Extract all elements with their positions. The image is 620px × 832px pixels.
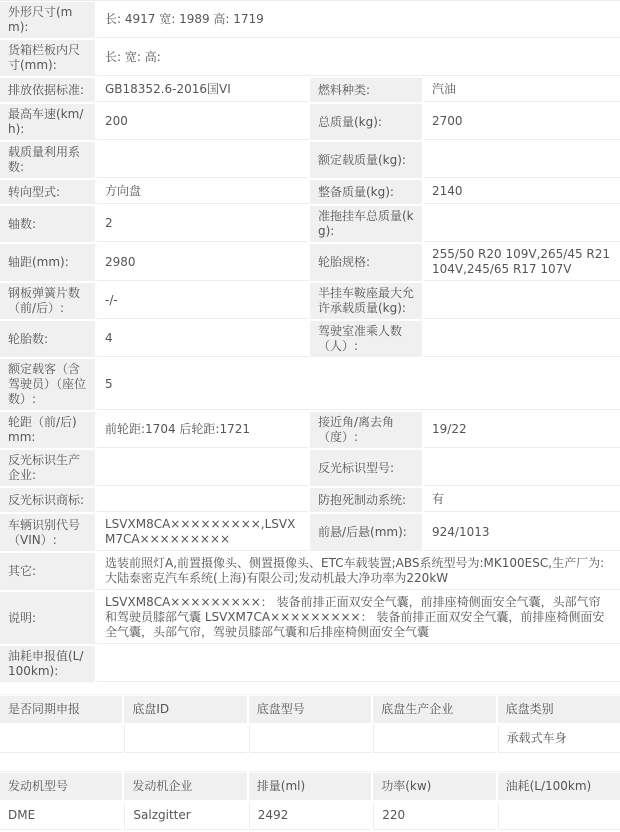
spec-value [97,142,308,178]
spec-value [424,142,620,178]
spec-label: 油耗申报值(L/100km): [0,646,95,682]
spec-row-seats [0,359,620,410]
spec-value [97,450,308,486]
chassis-cell [124,725,246,753]
spec-value: 2 [97,206,308,242]
spec-row-track-angles [0,412,620,448]
spec-value: 汽油 [424,78,620,102]
spec-row-fuel-declared [0,646,620,682]
spec-label: 轴距(mm): [0,244,95,281]
spec-value [97,488,308,512]
spec-label: 反光标识型号: [310,450,422,486]
spec-value: 前轮距:1704 后轮距:1721 [97,412,308,448]
spec-label: 额定载质量(kg): [310,142,422,178]
chassis-data-row [0,725,620,753]
chassis-cell [249,725,371,753]
engine-cell: Salzgitter [124,802,246,830]
chassis-header: 底盘类别 [498,696,620,723]
spec-row-cargo-box [0,40,620,76]
spec-value [424,283,620,319]
spec-label: 反光标识商标: [0,488,95,512]
chassis-header: 是否同期申报 [0,696,122,723]
spec-value: -/- [97,283,308,319]
spec-value: LSVXM8CA×××××××××,LSVXM7CA××××××××× [97,514,308,551]
spec-row-speed-mass [0,104,620,140]
spec-row-springs-saddle [0,283,620,319]
engine-header-row [0,773,620,800]
spec-label: 最高车速(km/h): [0,104,95,140]
spec-label: 半挂车鞍座最大允许承载质量(kg): [310,283,422,319]
spec-value [97,646,620,682]
spec-value [424,206,620,242]
spec-label: 转向型式: [0,180,95,204]
spec-row-axles-trailer [0,206,620,242]
engine-cell: 220 [373,802,495,830]
spec-label: 车辆识别代号（VIN）: [0,514,95,551]
spec-value: 924/1013 [424,514,620,551]
spec-label: 总质量(kg): [310,104,422,140]
spec-row-dimensions [0,2,620,38]
engine-table [0,771,620,830]
chassis-header: 底盘型号 [249,696,371,723]
spec-value: 4 [97,321,308,357]
spec-row-emission-fuel [0,78,620,102]
engine-cell [498,802,620,830]
engine-header: 功率(kw) [373,773,495,800]
spec-label: 轮距（前/后)mm: [0,412,95,448]
chassis-cell: 承载式车身 [498,725,620,753]
spec-row-other [0,553,620,590]
spec-label: 载质量利用系数: [0,142,95,178]
spec-label: 轮胎数: [0,321,95,357]
spec-value: 2700 [424,104,620,140]
chassis-header: 底盘生产企业 [373,696,495,723]
engine-header: 发动机型号 [0,773,122,800]
spec-label: 其它: [0,553,95,590]
spec-value: 有 [424,488,620,512]
spec-label: 准拖挂车总质量(kg): [310,206,422,242]
spec-label: 外形尺寸(mm): [0,2,95,38]
spec-label: 燃料种类: [310,78,422,102]
spec-value: 200 [97,104,308,140]
spec-value: 方向盘 [97,180,308,204]
engine-cell: 2492 [249,802,371,830]
spec-label: 钢板弹簧片数（前/后）: [0,283,95,319]
spec-value: 选装前照灯A,前置摄像头、侧置摄像头、ETC车载装置;ABS系统型号为:MK100ESC,生产厂为:大陆泰密克汽车系统(上海)有限公司;发动机最大净功率为220kW [97,553,620,590]
engine-header: 油耗(L/100km) [498,773,620,800]
spec-value: 2140 [424,180,620,204]
engine-header: 发动机企业 [124,773,246,800]
chassis-table [0,694,620,753]
spec-row-reflective-brand-abs [0,488,620,512]
spec-label: 整备质量(kg): [310,180,422,204]
spec-value: 255/50 R20 109V,265/45 R21 104V,245/65 R17 107V [424,244,620,281]
spec-row-vin-overhang [0,514,620,551]
spec-label: 轴数: [0,206,95,242]
spec-label: 防抱死制动系统: [310,488,422,512]
spec-row-load-factor [0,142,620,178]
engine-data-row [0,802,620,830]
spec-label: 额定载客（含驾驶员）（座位数）: [0,359,95,410]
spec-value: LSVXM8CA×××××××××： 装备前排正面双安全气囊，前排座椅侧面安全气囊，头部气帘和驾驶员膝部气囊 LSVXM7CA×××××××××： 装备前排正面双安全气囊，前排座椅侧面安全气囊，头部气帘，驾驶员膝部气囊和后排座椅侧面安全气囊 [97,592,620,644]
spec-value: GB18352.6-2016国VI [97,78,308,102]
spec-row-tire-count-cab [0,321,620,357]
chassis-header: 底盘ID [124,696,246,723]
spec-label: 驾驶室准乘人数（人）: [310,321,422,357]
spec-label: 前悬/后悬(mm): [310,514,422,551]
chassis-cell [373,725,495,753]
spec-value: 长: 宽: 高: [97,40,620,76]
spec-label: 说明: [0,592,95,644]
spec-row-notes [0,592,620,644]
spec-row-reflective-maker [0,450,620,486]
spec-value: 19/22 [424,412,620,448]
spec-label: 反光标识生产企业: [0,450,95,486]
spec-value [424,450,620,486]
spec-label: 轮胎规格: [310,244,422,281]
engine-header: 排量(ml) [249,773,371,800]
engine-cell: DME [0,802,122,830]
spec-value: 长: 4917 宽: 1989 高: 1719 [97,2,620,38]
spec-value [424,321,620,357]
spec-label: 排放依据标准: [0,78,95,102]
chassis-header-row [0,696,620,723]
spec-value: 2980 [97,244,308,281]
chassis-cell [0,725,122,753]
spec-value: 5 [97,359,620,410]
spec-row-wheelbase-tires [0,244,620,281]
spec-label: 货箱栏板内尺寸(mm): [0,40,95,76]
spec-label: 接近角/离去角（度）: [310,412,422,448]
spec-row-steering-curb [0,180,620,204]
